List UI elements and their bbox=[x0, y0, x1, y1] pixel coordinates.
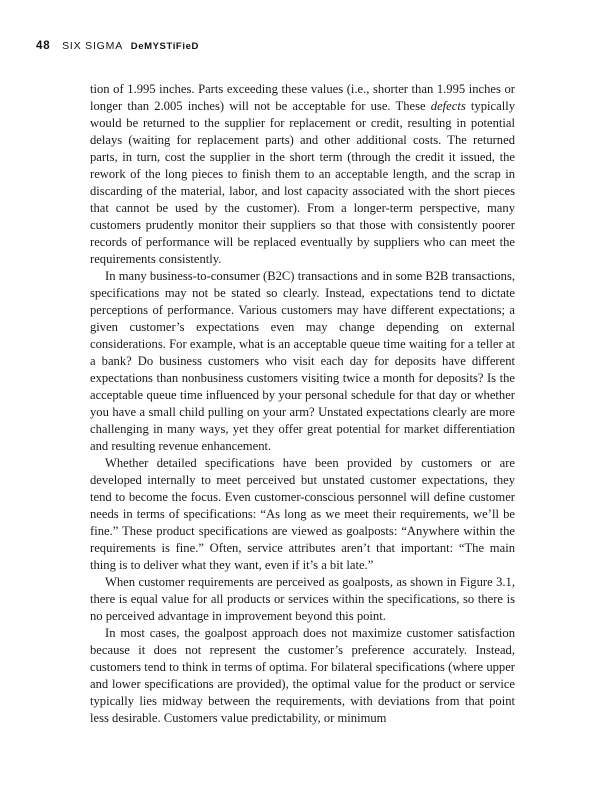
running-head bbox=[36, 40, 199, 52]
paragraph-b2c: In many business-to-consumer (B2C) transactions and in some B2B transactions, specifications may not be stated so clearly. Instead, expectations tend to dictate perceptions of performance. Various customers may have different expectations; a given customer’s expectations even may change depending on external considerations. For example, what is an acceptable queue time waiting for a teller at a bank? Do business customers who visit each day for deposits have different expectations than nonbusiness customers visiting twice a month for deposits? Is the acceptable queue time influenced by your personal schedule for that day or whether you have a small child pulling on your arm? Unstated expectations clearly are more challenging in many ways, yet they offer great potential for market differentiation and resulting revenue enhancement. bbox=[90, 269, 515, 453]
paragraph-text: tion of 1.995 inches. Parts exceeding these values (i.e., shorter than 1.995 inches or longer than 2.005 inches) will not be acceptable for use. These bbox=[90, 82, 515, 113]
body-text bbox=[90, 81, 515, 727]
book-subtitle: DeMYSTiFieD bbox=[130, 41, 199, 52]
book-title: SIX SIGMA bbox=[62, 40, 124, 52]
paragraph-specifications: Whether detailed specifications have been provided by customers or are developed internally to meet perceived but unstated customer expectations, they tend to become the focus. Even customer-conscious personnel will define customer needs in terms of specifications: “As long as we meet their requirements, we’ll be fine.” These product specifications are viewed as goalposts: “Anywhere within the requirements is fine.” Often, service attributes aren’t that important: “The main thing is to deliver what they want, even if it’s a bit late.” bbox=[90, 456, 515, 572]
paragraph-defects bbox=[90, 81, 515, 268]
paragraph-goalposts: When customer requirements are perceived as goalposts, as shown in Figure 3.1, there is equal value for all products or services within the specifications, so there is no perceived advantage in improvement beyond this point. bbox=[90, 575, 515, 623]
paragraph-optima: In most cases, the goalpost approach does not maximize customer satisfaction because it does not represent the customer’s preference accurately. Instead, customers tend to think in terms of optima. For bilateral specifications (where upper and lower specifications are provided), the optimal value for the product or service typically lies midway between the requirements, with deviations from that point less desirable. Customers value predictability, or minimum bbox=[90, 626, 515, 725]
emphasis-defects: defects bbox=[430, 99, 466, 113]
page-number: 48 bbox=[36, 40, 51, 52]
paragraph-text: typically would be returned to the supplier for replacement or credit, resulting in potential delays (waiting for replacement parts) and other additional costs. The returned parts, in turn, cost the supplier in the short term (through the credit it issued, the rework of the long pieces to finish them to an acceptable length, and the scrap in discarding of the material, labor, and lost capacity associated with the short pieces that cannot be used by the customer). From a longer-term perspective, many customers prudently monitor their suppliers so that those with consistently poorer records of performance will be replaced eventually by suppliers who can meet the requirements consistently. bbox=[90, 99, 516, 266]
